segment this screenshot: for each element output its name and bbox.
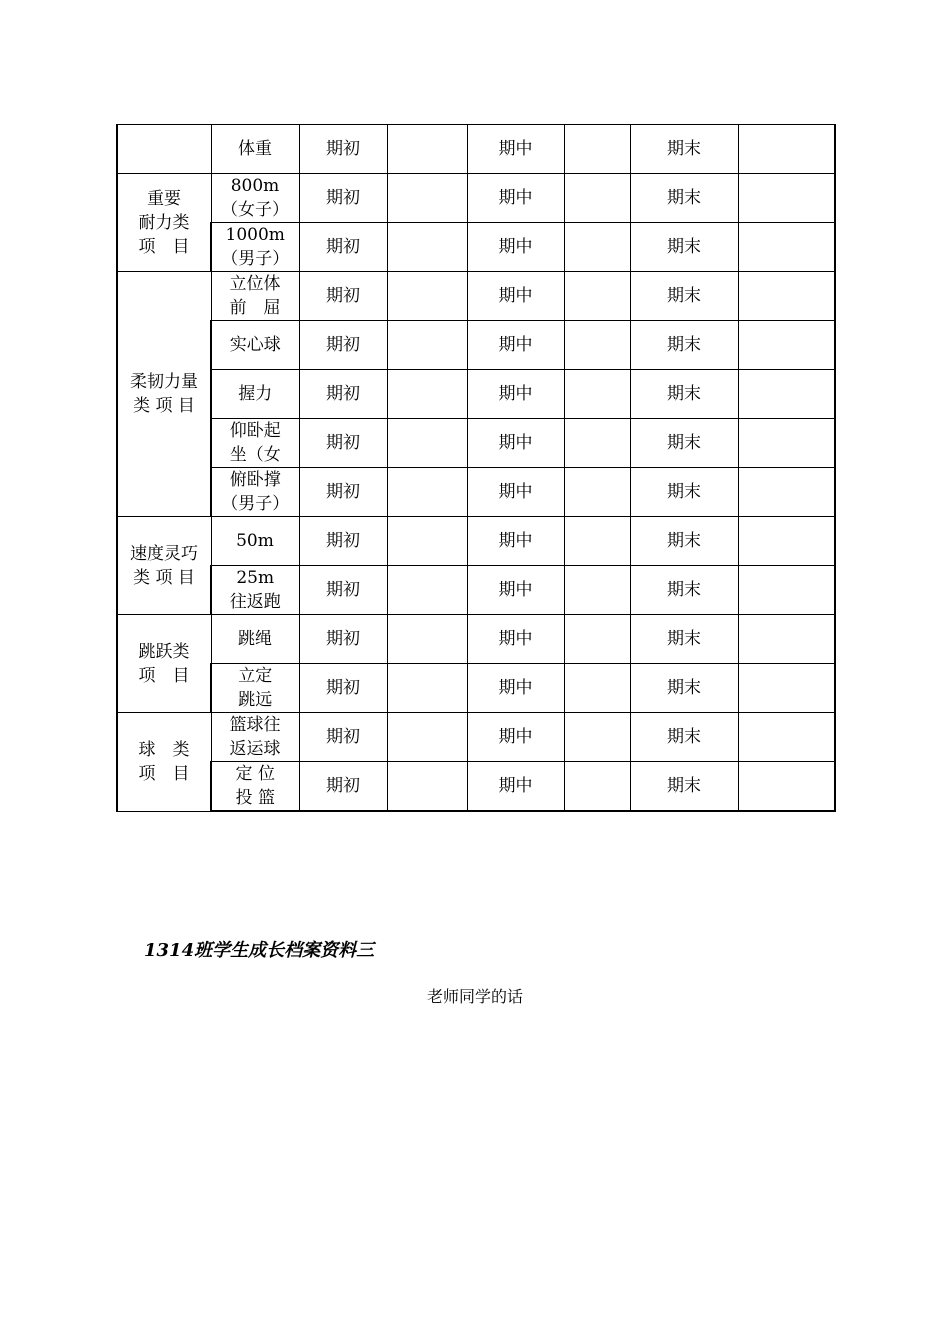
phase-start-cell: 期初 [299,615,387,664]
phase-mid-cell: 期中 [467,566,564,615]
phase-start-cell: 期初 [299,321,387,370]
table-row [117,664,835,713]
phase-start-cell: 期初 [299,370,387,419]
table-row [117,125,835,174]
score-end-cell [738,713,835,762]
phase-start-cell: 期初 [299,713,387,762]
score-end-cell [738,664,835,713]
group-label-cell: 速度灵巧 类 项 目 [117,517,211,615]
phase-end-cell: 期末 [630,713,738,762]
score-end-cell [738,321,835,370]
score-end-cell [738,272,835,321]
group-label-cell [117,125,211,174]
table-row [117,272,835,321]
phase-end-cell: 期末 [630,272,738,321]
score-start-cell [387,566,467,615]
test-item-cell: 跳绳 [211,615,299,664]
score-start-cell [387,125,467,174]
phase-start-cell: 期初 [299,762,387,812]
score-mid-cell [564,370,630,419]
phase-end-cell: 期末 [630,321,738,370]
score-end-cell [738,762,835,812]
table-row [117,370,835,419]
score-start-cell [387,762,467,812]
score-end-cell [738,223,835,272]
test-item-cell: 立定 跳远 [211,664,299,713]
group-label-cell: 跳跃类 项 目 [117,615,211,713]
test-item-cell: 俯卧撑 （男子） [211,468,299,517]
phase-mid-cell: 期中 [467,174,564,223]
phase-end-cell: 期末 [630,566,738,615]
phase-end-cell: 期末 [630,223,738,272]
score-start-cell [387,615,467,664]
phase-end-cell: 期末 [630,468,738,517]
section-subtitle: 老师同学的话 [426,987,523,1006]
table-body [117,125,835,812]
score-mid-cell [564,272,630,321]
score-mid-cell [564,174,630,223]
phase-mid-cell: 期中 [467,615,564,664]
score-mid-cell [564,125,630,174]
test-item-cell: 体重 [211,125,299,174]
fitness-record-table [116,124,836,812]
document-title: 1314班学生成长档案资料三 [144,940,375,961]
score-mid-cell [564,713,630,762]
phase-mid-cell: 期中 [467,713,564,762]
score-mid-cell [564,762,630,812]
phase-start-cell: 期初 [299,223,387,272]
phase-start-cell: 期初 [299,125,387,174]
phase-start-cell: 期初 [299,419,387,468]
test-item-cell: 握力 [211,370,299,419]
phase-end-cell: 期末 [630,762,738,812]
score-mid-cell [564,468,630,517]
table-row [117,419,835,468]
phase-mid-cell: 期中 [467,272,564,321]
phase-mid-cell: 期中 [467,419,564,468]
score-start-cell [387,321,467,370]
phase-end-cell: 期末 [630,370,738,419]
phase-end-cell: 期末 [630,125,738,174]
score-end-cell [738,174,835,223]
score-mid-cell [564,615,630,664]
phase-start-cell: 期初 [299,468,387,517]
score-mid-cell [564,517,630,566]
phase-end-cell: 期末 [630,517,738,566]
test-item-cell: 篮球往 返运球 [211,713,299,762]
score-start-cell [387,664,467,713]
group-label-cell: 球 类 项 目 [117,713,211,812]
phase-start-cell: 期初 [299,517,387,566]
test-item-cell: 800m （女子） [211,174,299,223]
table-row [117,713,835,762]
score-end-cell [738,125,835,174]
test-item-cell: 1000m （男子） [211,223,299,272]
group-label-cell: 柔韧力量 类 项 目 [117,272,211,517]
score-start-cell [387,468,467,517]
test-item-cell: 50m [211,517,299,566]
score-end-cell [738,615,835,664]
score-mid-cell [564,419,630,468]
table-row [117,174,835,223]
score-start-cell [387,174,467,223]
test-item-cell: 25m 往返跑 [211,566,299,615]
score-start-cell [387,517,467,566]
phase-mid-cell: 期中 [467,125,564,174]
test-item-cell: 实心球 [211,321,299,370]
phase-mid-cell: 期中 [467,664,564,713]
score-start-cell [387,223,467,272]
score-end-cell [738,370,835,419]
score-start-cell [387,370,467,419]
score-end-cell [738,419,835,468]
score-end-cell [738,468,835,517]
phase-mid-cell: 期中 [467,468,564,517]
table-row [117,321,835,370]
table-row [117,468,835,517]
test-item-cell: 立位体 前 屈 [211,272,299,321]
phase-mid-cell: 期中 [467,762,564,812]
score-mid-cell [564,223,630,272]
table-row [117,517,835,566]
score-mid-cell [564,321,630,370]
score-start-cell [387,713,467,762]
phase-mid-cell: 期中 [467,370,564,419]
score-end-cell [738,517,835,566]
phase-start-cell: 期初 [299,272,387,321]
table-row [117,223,835,272]
table-row [117,615,835,664]
phase-end-cell: 期末 [630,664,738,713]
phase-end-cell: 期末 [630,615,738,664]
phase-start-cell: 期初 [299,566,387,615]
phase-start-cell: 期初 [299,664,387,713]
phase-end-cell: 期末 [630,174,738,223]
phase-mid-cell: 期中 [467,517,564,566]
table-row [117,762,835,812]
phase-mid-cell: 期中 [467,223,564,272]
group-label-cell: 重要 耐力类 项 目 [117,174,211,272]
table-row [117,566,835,615]
score-start-cell [387,419,467,468]
phase-mid-cell: 期中 [467,321,564,370]
score-mid-cell [564,566,630,615]
test-item-cell: 仰卧起 坐（女 [211,419,299,468]
score-mid-cell [564,664,630,713]
score-end-cell [738,566,835,615]
test-item-cell: 定 位 投 篮 [211,762,299,812]
phase-end-cell: 期末 [630,419,738,468]
phase-start-cell: 期初 [299,174,387,223]
score-start-cell [387,272,467,321]
